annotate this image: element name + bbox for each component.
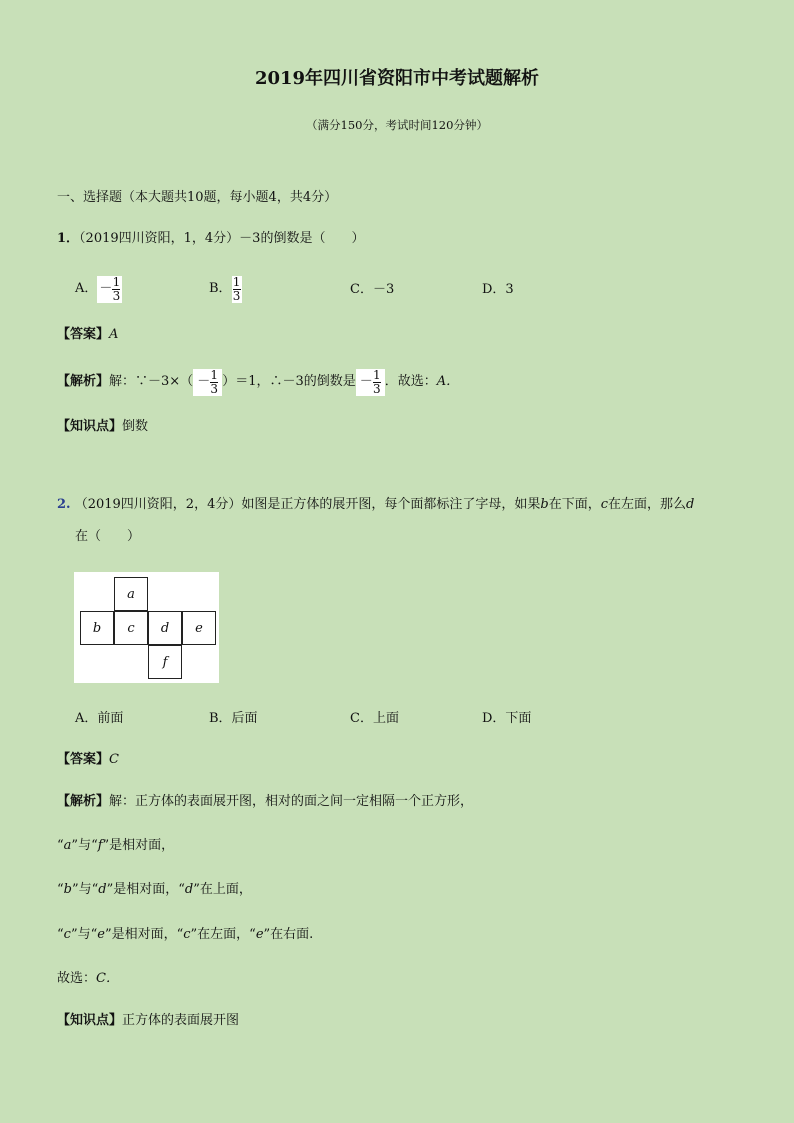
question-1-stem: （2019四川资阳，1，4分）－3的倒数是（ ） [79, 231, 365, 246]
q2-choice-b: B．后面 [209, 711, 258, 726]
choice-b-fraction [232, 276, 242, 303]
analysis-fraction-2: － $\frac{1}{3}$ [356, 369, 385, 396]
net-face-c: c [114, 611, 148, 645]
q1-answer: 【答案】A [57, 327, 119, 342]
denominator: 3 [112, 288, 121, 303]
net-face-a: a [114, 577, 148, 611]
neg-sign: － [99, 281, 113, 296]
q2-analysis-line-1: “a”与“f”是相对面， [57, 838, 175, 853]
q2-analysis-line-2: “b”与“d”是相对面，“d”在上面， [57, 882, 252, 897]
net-face-d: d [148, 611, 182, 645]
choice-b-label: B． [209, 281, 232, 296]
cube-net-figure [74, 572, 219, 683]
section-heading: 一、选择题（本大题共10题，每小题4，共4分） [57, 190, 338, 205]
page-subtitle: （满分150分，考试时间120分钟） [306, 118, 488, 132]
choice-c: C．－3 [350, 282, 395, 297]
analysis-fraction-1: － $\frac{1}{3}$ [193, 369, 222, 396]
q2-choice-a: A．前面 [75, 711, 124, 726]
numerator: 1 [232, 274, 241, 289]
net-face-e: e [182, 611, 216, 645]
page-title: 2019年四川省资阳市中考试题解析 [254, 68, 540, 89]
choice-a-fraction [97, 276, 122, 303]
q2-analysis: 【解析】解：正方体的表面展开图，相对的面之间一定相隔一个正方形， [57, 794, 474, 809]
question-2-stem-line-2: 在（ ） [75, 529, 141, 544]
net-face-b: b [80, 611, 114, 645]
q1-knowledge-point: 【知识点】倒数 [57, 419, 149, 434]
q2-answer: 【答案】C [57, 752, 119, 767]
question-2: 2. （2019四川资阳，2，4分）如图是正方体的展开图，每个面都标注了字母，如果b在下面，c在左面，那么d [57, 497, 695, 512]
choice-a [75, 272, 122, 306]
choice-b [209, 272, 242, 306]
choice-a-label: A． [75, 281, 98, 296]
denominator: 3 [232, 288, 241, 303]
question-2-number: 2. [57, 497, 71, 512]
q2-conclusion: 故选：C． [57, 971, 119, 986]
net-face-f: f [148, 645, 182, 679]
q2-analysis-line-3: “c”与“e”是相对面，“c”在左面，“e”在右面. [57, 927, 314, 942]
q2-choice-d: D．下面 [482, 711, 532, 726]
numerator: 1 [112, 274, 121, 289]
question-1 [57, 230, 364, 248]
choice-d: D．3 [482, 282, 514, 297]
q2-knowledge-point: 【知识点】正方体的表面展开图 [57, 1013, 240, 1028]
question-1-number: 1． [57, 231, 80, 246]
q1-analysis: 【解析】 解：∵－3×（ － $\frac{1}{3}$ ）＝1，∴－3的倒数是 － $\frac{1}{3}$ ．故选： A． [57, 367, 460, 396]
q2-choice-c: C．上面 [350, 711, 399, 726]
